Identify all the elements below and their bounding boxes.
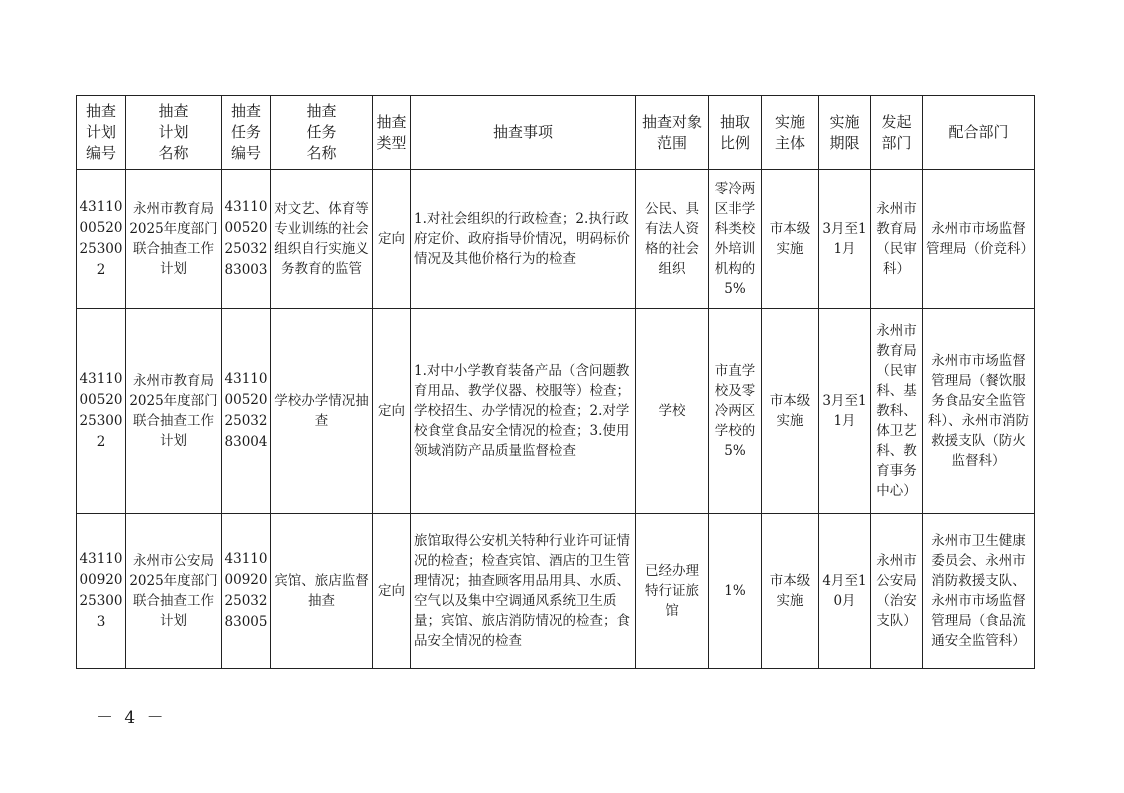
header-ratio: 抽取比例 (709, 96, 762, 170)
table-row (77, 514, 1035, 669)
header-items: 抽查事项 (411, 96, 636, 170)
cell-plan-no: 431100052025300 2 (77, 309, 126, 514)
cell-ratio: 零冷两区非学科类校外培训机构的5% (709, 170, 762, 309)
cell-type: 定向 (373, 170, 411, 309)
cell-plan-no: 431100092025300 3 (77, 514, 126, 669)
cell-ratio: 1% (709, 514, 762, 669)
table-row (77, 309, 1035, 514)
cell-initiator: 永州市教育局（民审科、基教科、体卫艺科、教育事务中心） (871, 309, 923, 514)
cell-task-name: 对文艺、体育等专业训练的社会组织自行实施义务教育的监管 (271, 170, 373, 309)
cell-period: 4月至10月 (819, 514, 871, 669)
header-type: 抽查类型 (373, 96, 411, 170)
header-period: 实施期限 (819, 96, 871, 170)
cell-executor: 市本级实施 (762, 514, 819, 669)
cell-items: 1.对中小学教育装备产品（含问题教育用品、教学仪器、校服等）检查；学校招生、办学情况的检查；2.对学校食堂食品安全情况的检查；3.使用领域消防产品质量监督检查 (411, 309, 636, 514)
cell-executor: 市本级实施 (762, 309, 819, 514)
header-cooperators: 配合部门 (923, 96, 1035, 170)
cell-task-name: 学校办学情况抽查 (271, 309, 373, 514)
cell-task-no: 431100052025032 83004 (222, 309, 271, 514)
cell-type: 定向 (373, 514, 411, 669)
cell-initiator: 永州市教育局（民审科） (871, 170, 923, 309)
cell-initiator: 永州市公安局（治安支队） (871, 514, 923, 669)
cell-scope: 学校 (636, 309, 709, 514)
cell-executor: 市本级实施 (762, 170, 819, 309)
cell-cooperators: 永州市市场监督管理局（价竞科） (923, 170, 1035, 309)
inspection-plan-table (76, 95, 1035, 669)
cell-cooperators: 永州市卫生健康委员会、永州市消防救援支队、永州市市场监督管理局（食品流通安全监管科） (923, 514, 1035, 669)
cell-period: 3月至11月 (819, 309, 871, 514)
header-task-no: 抽查任务编号 (222, 96, 271, 170)
cell-period: 3月至11月 (819, 170, 871, 309)
header-plan-name: 抽查计划名称 (126, 96, 222, 170)
header-scope: 抽查对象范围 (636, 96, 709, 170)
cell-scope: 已经办理特行证旅馆 (636, 514, 709, 669)
cell-plan-name: 永州市教育局2025年度部门联合抽查工作计划 (126, 170, 222, 309)
cell-task-no: 431100092025032 83005 (222, 514, 271, 669)
header-task-name: 抽查任务名称 (271, 96, 373, 170)
cell-task-no: 431100052025032 83003 (222, 170, 271, 309)
table-header-row (77, 96, 1035, 170)
cell-cooperators: 永州市市场监督管理局（餐饮服务食品安全监管科）、永州市消防救援支队（防火监督科） (923, 309, 1035, 514)
cell-plan-no: 431100052025300 2 (77, 170, 126, 309)
header-executor: 实施主体 (762, 96, 819, 170)
cell-items: 旅馆取得公安机关特种行业许可证情况的检查；检查宾馆、酒店的卫生管理情况；抽查顾客用品用具、水质、空气以及集中空调通风系统卫生质量；宾馆、旅店消防情况的检查；食品安全情况的检查 (411, 514, 636, 669)
table-row (77, 170, 1035, 309)
cell-plan-name: 永州市教育局2025年度部门联合抽查工作计划 (126, 309, 222, 514)
header-plan-no: 抽查计划编号 (77, 96, 126, 170)
cell-ratio: 市直学校及零冷两区学校的5% (709, 309, 762, 514)
cell-task-name: 宾馆、旅店监督抽查 (271, 514, 373, 669)
cell-scope: 公民、具有法人资格的社会组织 (636, 170, 709, 309)
cell-type: 定向 (373, 309, 411, 514)
page-number: － 4 － (96, 708, 167, 728)
cell-plan-name: 永州市公安局2025年度部门联合抽查工作计划 (126, 514, 222, 669)
cell-items: 1.对社会组织的行政检查；2.执行政府定价、政府指导价情况，明码标价情况及其他价格行为的检查 (411, 170, 636, 309)
header-initiator: 发起部门 (871, 96, 923, 170)
